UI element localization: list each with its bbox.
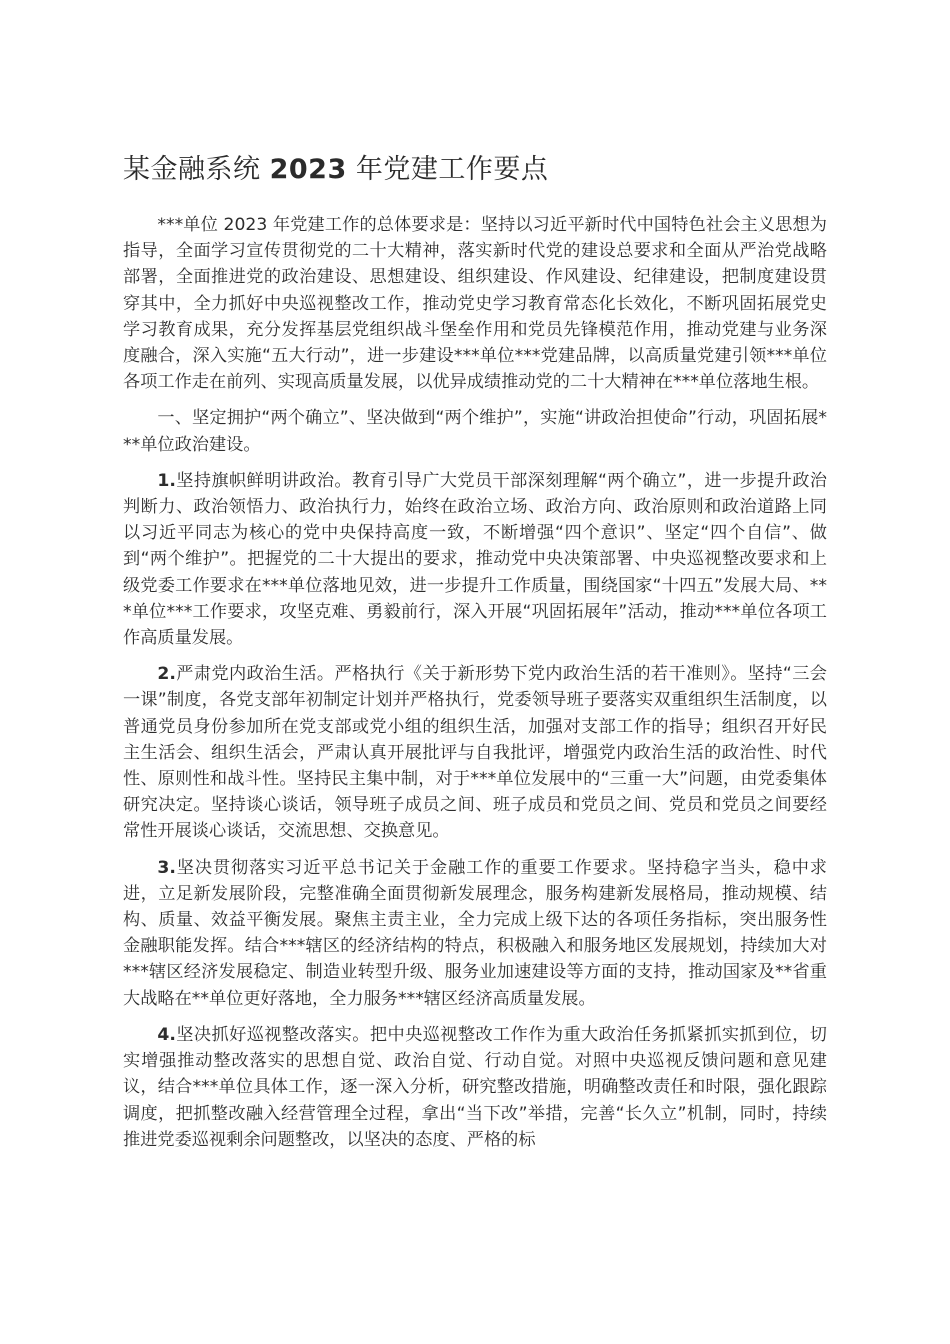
- item-text: 严肃党内政治生活。严格执行《关于新形势下党内政治生活的若干准则》。坚持“三会一课”制度，各党支部年初制定计划并严格执行，党委领导班子要落实双重组织生活制度，以普通党员身份参加所在党支部或党小组的组织生活，加强对支部工作的指导；组织召开好民主生活会、组织生活会，严肃认真开展批评与自我批评，增强党内政治生活的政治性、时代性、原则性和战斗性。坚持民主集中制，对于***单位发展中的“三重一大”问题，由党委集体研究决定。坚持谈心谈话，领导班子成员之间、班子成员和党员之间、党员和党员之间要经常性开展谈心谈话，交流思想、交换意见。: [123, 664, 827, 842]
- title-year: 2023: [269, 154, 347, 185]
- item-number: 3.: [157, 857, 176, 878]
- title-suffix: 年党建工作要点: [346, 154, 549, 185]
- item-number: 2.: [157, 664, 176, 685]
- item-paragraph-1: [123, 468, 827, 651]
- item-paragraph-2: [123, 661, 827, 844]
- document-title: [123, 150, 827, 190]
- title-prefix: 某金融系统: [123, 154, 270, 185]
- item-text: 坚决抓好巡视整改落实。把中央巡视整改工作作为重大政治任务抓紧抓实抓到位，切实增强推动整改落实的思想自觉、政治自觉、行动自觉。对照中央巡视反馈问题和意见建议，结合***单位具体工作，逐一深入分析，研究整改措施，明确整改责任和时限，强化跟踪调度，把抓整改融入经营管理全过程，拿出“当下改”举措，完善“长久立”机制，同时，持续推进党委巡视剩余问题整改，以坚决的态度、严格的标: [123, 1024, 827, 1150]
- document-page: [123, 150, 827, 1163]
- item-text: 坚持旗帜鲜明讲政治。教育引导广大党员干部深刻理解“两个确立”，进一步提升政治判断力、政治领悟力、政治执行力，始终在政治立场、政治方向、政治原则和政治道路上同以习近平同志为核心的党中央保持高度一致，不断增强“四个意识”、坚定“四个自信”、做到“两个维护”。把握党的二十大提出的要求，推动党中央决策部署、中央巡视整改要求和上级党委工作要求在***单位落地见效，进一步提升工作质量，围绕国家“十四五”发展大局、***单位***工作要求，攻坚克难、勇毅前行，深入开展“巩固拓展年”活动，推动***单位各项工作高质量发展。: [123, 470, 827, 649]
- item-number: 1.: [157, 470, 176, 491]
- intro-paragraph: ***单位 2023 年党建工作的总体要求是：坚持以习近平新时代中国特色社会主义思想为指导，全面学习宣传贯彻党的二十大精神，落实新时代党的建设总要求和全面从严治党战略部署，全面推进党的政治建设、思想建设、组织建设、作风建设、纪律建设，把制度建设贯穿其中，全力抓好中央巡视整改工作，推动党史学习教育常态化长效化，不断巩固拓展党史学习教育成果，充分发挥基层党组织战斗堡垒作用和党员先锋模范作用，推动党建与业务深度融合，深入实施“五大行动”，进一步建设***单位***党建品牌，以高质量党建引领***单位各项工作走在前列、实现高质量发展，以优异成绩推动党的二十大精神在***单位落地生根。: [123, 215, 827, 393]
- item-paragraph-3: [123, 855, 827, 1012]
- section-heading-1: 一、坚定拥护“两个确立”、坚决做到“两个维护”，实施“讲政治担使命”行动，巩固拓展***单位政治建设。: [123, 408, 827, 455]
- item-paragraph-4: [123, 1022, 827, 1153]
- item-text: 坚决贯彻落实习近平总书记关于金融工作的重要工作要求。坚持稳字当头，稳中求进，立足新发展阶段，完整准确全面贯彻新发展理念，服务构建新发展格局，推动规模、结构、质量、效益平衡发展。聚焦主责主业，全力完成上级下达的各项任务指标，突出服务性金融职能发挥。结合***辖区的经济结构的特点，积极融入和服务地区发展规划，持续加大对***辖区经济发展稳定、制造业转型升级、服务业加速建设等方面的支持，推动国家及**省重大战略在**单位更好落地，全力服务***辖区经济高质量发展。: [123, 857, 827, 1009]
- item-number: 4.: [157, 1024, 176, 1045]
